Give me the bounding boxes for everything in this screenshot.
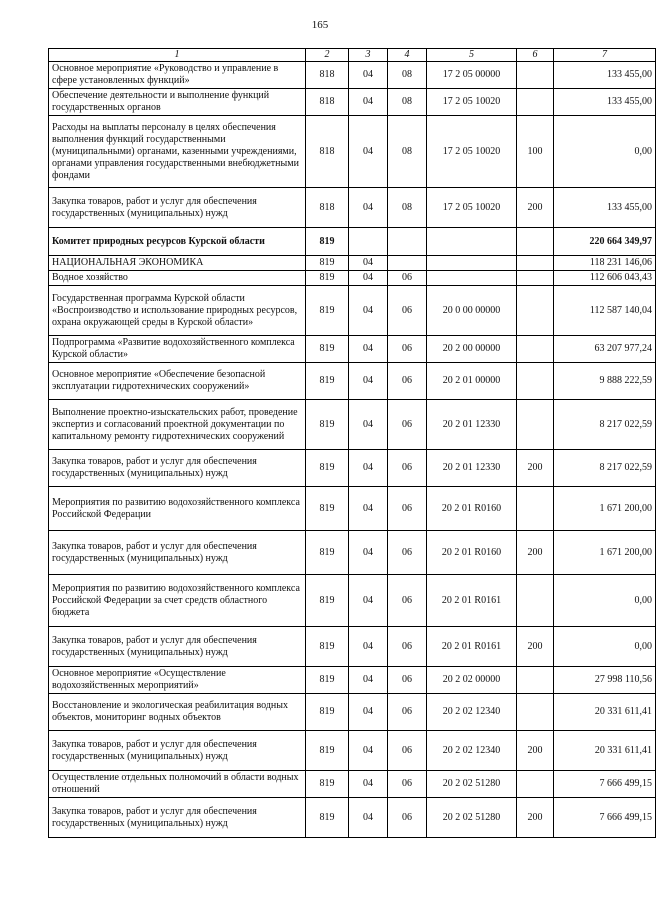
row-expense-type: 200 [517, 188, 554, 228]
row-ministry-code: 819 [306, 798, 349, 838]
row-target-article: 20 2 01 R0161 [427, 627, 517, 667]
table-row [49, 116, 656, 188]
row-ministry-code: 818 [306, 89, 349, 116]
row-target-article: 17 2 05 10020 [427, 116, 517, 188]
table-row [49, 627, 656, 667]
page-number: 165 [311, 19, 329, 31]
row-subsection: 06 [388, 487, 427, 531]
row-expense-type: 200 [517, 731, 554, 771]
row-subsection: 06 [388, 363, 427, 400]
row-ministry-code: 819 [306, 450, 349, 487]
row-amount: 220 664 349,97 [554, 228, 656, 256]
row-name: Основное мероприятие «Обеспечение безопасной эксплуатации гидротехнических сооружений» [49, 363, 306, 400]
row-target-article: 20 2 02 12340 [427, 731, 517, 771]
row-amount: 0,00 [554, 627, 656, 667]
row-amount: 118 231 146,06 [554, 256, 656, 271]
table-row [49, 188, 656, 228]
row-name: Закупка товаров, работ и услуг для обеспечения государственных (муниципальных) нужд [49, 450, 306, 487]
row-expense-type: 200 [517, 627, 554, 667]
row-subsection: 06 [388, 531, 427, 575]
row-expense-type [517, 256, 554, 271]
row-ministry-code: 819 [306, 363, 349, 400]
row-expense-type [517, 667, 554, 694]
row-name: Закупка товаров, работ и услуг для обеспечения государственных (муниципальных) нужд [49, 731, 306, 771]
row-section: 04 [349, 694, 388, 731]
row-subsection: 08 [388, 62, 427, 89]
row-section: 04 [349, 89, 388, 116]
row-amount: 112 587 140,04 [554, 286, 656, 336]
table-row [49, 798, 656, 838]
row-target-article: 17 2 05 00000 [427, 62, 517, 89]
row-amount: 8 217 022,59 [554, 400, 656, 450]
row-name: Подпрограмма «Развитие водохозяйственного комплекса Курской области» [49, 336, 306, 363]
row-subsection: 06 [388, 771, 427, 798]
row-name: Мероприятия по развитию водохозяйственного комплекса Российской Федерации [49, 487, 306, 531]
row-expense-type [517, 363, 554, 400]
row-subsection: 06 [388, 271, 427, 286]
table-row [49, 400, 656, 450]
row-ministry-code: 819 [306, 228, 349, 256]
row-ministry-code: 819 [306, 400, 349, 450]
row-amount: 9 888 222,59 [554, 363, 656, 400]
row-amount: 1 671 200,00 [554, 531, 656, 575]
row-subsection: 08 [388, 116, 427, 188]
row-expense-type [517, 286, 554, 336]
row-name: Комитет природных ресурсов Курской области [49, 228, 306, 256]
row-ministry-code: 819 [306, 487, 349, 531]
row-name: Основное мероприятие «Руководство и управление в сфере установленных функций» [49, 62, 306, 89]
row-subsection: 06 [388, 667, 427, 694]
table-row [49, 363, 656, 400]
row-ministry-code: 819 [306, 286, 349, 336]
row-target-article: 20 2 02 12340 [427, 694, 517, 731]
header-cell: 5 [427, 49, 517, 62]
row-section: 04 [349, 627, 388, 667]
row-section: 04 [349, 400, 388, 450]
row-section: 04 [349, 487, 388, 531]
table-row [49, 487, 656, 531]
table-row [49, 256, 656, 271]
row-section: 04 [349, 116, 388, 188]
table-row [49, 286, 656, 336]
row-target-article: 20 2 01 12330 [427, 400, 517, 450]
row-section: 04 [349, 286, 388, 336]
row-amount: 7 666 499,15 [554, 798, 656, 838]
table-row [49, 450, 656, 487]
row-amount: 112 606 043,43 [554, 271, 656, 286]
row-name: Обеспечение деятельности и выполнение функций государственных органов [49, 89, 306, 116]
row-amount: 20 331 611,41 [554, 731, 656, 771]
row-amount: 63 207 977,24 [554, 336, 656, 363]
row-ministry-code: 818 [306, 62, 349, 89]
row-amount: 20 331 611,41 [554, 694, 656, 731]
row-subsection: 06 [388, 400, 427, 450]
budget-table [48, 48, 656, 838]
row-amount: 133 455,00 [554, 188, 656, 228]
row-ministry-code: 819 [306, 531, 349, 575]
row-name: Расходы на выплаты персоналу в целях обеспечения выполнения функций государственными (муниципальными) органами, казенными учреждениями, органами управления государственными внебюджетными фондами [49, 116, 306, 188]
table-row [49, 694, 656, 731]
row-section: 04 [349, 771, 388, 798]
row-subsection: 06 [388, 731, 427, 771]
table-row [49, 89, 656, 116]
header-cell: 3 [349, 49, 388, 62]
header-cell: 1 [49, 49, 306, 62]
row-amount: 133 455,00 [554, 62, 656, 89]
row-amount: 8 217 022,59 [554, 450, 656, 487]
row-section: 04 [349, 271, 388, 286]
row-name: Закупка товаров, работ и услуг для обеспечения государственных (муниципальных) нужд [49, 531, 306, 575]
row-expense-type [517, 336, 554, 363]
row-target-article: 20 2 00 00000 [427, 336, 517, 363]
row-target-article: 20 2 02 00000 [427, 667, 517, 694]
row-section: 04 [349, 667, 388, 694]
row-ministry-code: 819 [306, 667, 349, 694]
row-ministry-code: 818 [306, 188, 349, 228]
row-subsection: 06 [388, 575, 427, 627]
row-ministry-code: 818 [306, 116, 349, 188]
row-name: Закупка товаров, работ и услуг для обеспечения государственных (муниципальных) нужд [49, 188, 306, 228]
row-amount: 133 455,00 [554, 89, 656, 116]
row-expense-type [517, 62, 554, 89]
row-expense-type [517, 271, 554, 286]
row-name: Закупка товаров, работ и услуг для обеспечения государственных (муниципальных) нужд [49, 798, 306, 838]
row-name: Осуществление отдельных полномочий в области водных отношений [49, 771, 306, 798]
row-section: 04 [349, 531, 388, 575]
table-row [49, 271, 656, 286]
row-subsection: 06 [388, 694, 427, 731]
row-target-article [427, 256, 517, 271]
row-expense-type: 200 [517, 450, 554, 487]
row-name: НАЦИОНАЛЬНАЯ ЭКОНОМИКА [49, 256, 306, 271]
row-subsection: 06 [388, 336, 427, 363]
row-section: 04 [349, 450, 388, 487]
row-expense-type [517, 89, 554, 116]
table-row [49, 731, 656, 771]
row-section: 04 [349, 336, 388, 363]
row-subsection: 06 [388, 286, 427, 336]
table-row [49, 575, 656, 627]
table-row [49, 771, 656, 798]
row-subsection: 06 [388, 627, 427, 667]
row-ministry-code: 819 [306, 336, 349, 363]
row-section: 04 [349, 575, 388, 627]
row-name: Государственная программа Курской области «Воспроизводство и использование природных ресурсов, охрана окружающей среды в Курской области» [49, 286, 306, 336]
header-cell: 6 [517, 49, 554, 62]
header-row [49, 49, 656, 62]
row-target-article [427, 271, 517, 286]
row-ministry-code: 819 [306, 575, 349, 627]
row-target-article: 20 2 01 R0160 [427, 487, 517, 531]
row-amount: 0,00 [554, 116, 656, 188]
row-expense-type [517, 487, 554, 531]
row-target-article: 20 0 00 00000 [427, 286, 517, 336]
table-row [49, 62, 656, 89]
row-name: Основное мероприятие «Осуществление водохозяйственных мероприятий» [49, 667, 306, 694]
row-name: Восстановление и экологическая реабилитация водных объектов, мониторинг водных объектов [49, 694, 306, 731]
row-expense-type [517, 400, 554, 450]
table-row [49, 667, 656, 694]
row-expense-type: 100 [517, 116, 554, 188]
row-name: Мероприятия по развитию водохозяйственного комплекса Российской Федерации за счет средств областного бюджета [49, 575, 306, 627]
row-section: 04 [349, 256, 388, 271]
row-section: 04 [349, 188, 388, 228]
row-expense-type [517, 228, 554, 256]
row-section: 04 [349, 798, 388, 838]
row-subsection [388, 256, 427, 271]
row-amount: 27 998 110,56 [554, 667, 656, 694]
row-expense-type [517, 575, 554, 627]
row-target-article: 17 2 05 10020 [427, 188, 517, 228]
row-target-article: 20 2 01 12330 [427, 450, 517, 487]
row-expense-type [517, 771, 554, 798]
row-name: Водное хозяйство [49, 271, 306, 286]
row-section: 04 [349, 363, 388, 400]
header-cell: 4 [388, 49, 427, 62]
row-name: Закупка товаров, работ и услуг для обеспечения государственных (муниципальных) нужд [49, 627, 306, 667]
row-ministry-code: 819 [306, 627, 349, 667]
row-expense-type [517, 694, 554, 731]
row-expense-type: 200 [517, 798, 554, 838]
row-target-article: 20 2 01 R0160 [427, 531, 517, 575]
row-target-article: 20 2 01 00000 [427, 363, 517, 400]
row-section [349, 228, 388, 256]
row-target-article [427, 228, 517, 256]
table-row [49, 336, 656, 363]
row-amount: 1 671 200,00 [554, 487, 656, 531]
row-ministry-code: 819 [306, 256, 349, 271]
table-row [49, 228, 656, 256]
row-subsection: 08 [388, 188, 427, 228]
row-amount: 0,00 [554, 575, 656, 627]
row-ministry-code: 819 [306, 271, 349, 286]
row-expense-type: 200 [517, 531, 554, 575]
row-section: 04 [349, 731, 388, 771]
row-subsection [388, 228, 427, 256]
row-target-article: 20 2 02 51280 [427, 771, 517, 798]
row-ministry-code: 819 [306, 731, 349, 771]
row-subsection: 06 [388, 450, 427, 487]
header-cell: 2 [306, 49, 349, 62]
row-target-article: 20 2 02 51280 [427, 798, 517, 838]
row-ministry-code: 819 [306, 771, 349, 798]
row-target-article: 20 2 01 R0161 [427, 575, 517, 627]
row-ministry-code: 819 [306, 694, 349, 731]
row-name: Выполнение проектно-изыскательских работ, проведение экспертиз и согласований проектной документации по капитальному ремонту гидротехнических сооружений [49, 400, 306, 450]
row-amount: 7 666 499,15 [554, 771, 656, 798]
row-subsection: 08 [388, 89, 427, 116]
header-cell: 7 [554, 49, 656, 62]
table-row [49, 531, 656, 575]
row-target-article: 17 2 05 10020 [427, 89, 517, 116]
row-section: 04 [349, 62, 388, 89]
row-subsection: 06 [388, 798, 427, 838]
